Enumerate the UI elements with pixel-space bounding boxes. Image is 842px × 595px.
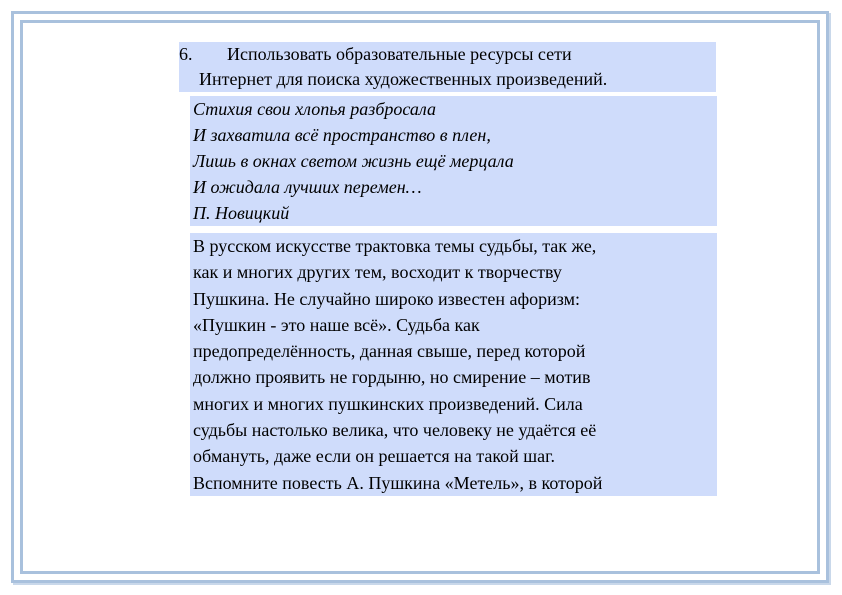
poem-author: П. Новицкий: [193, 203, 290, 223]
poem-line: Лишь в окнах светом жизнь ещё мерцала: [193, 151, 514, 171]
prose-line: как и многих других тем, восходит к творчеству: [193, 262, 562, 283]
prose-line: Пушкина. Не случайно широко известен афоризм:: [193, 288, 581, 309]
poem-block: [190, 96, 717, 226]
prose-line: должно проявить не гордыню, но смирение – мотив: [193, 367, 591, 388]
poem-line: Стихия свои хлопья разбросала: [193, 99, 436, 119]
prose-line: обмануть, даже если он решается на такой шаг.: [193, 446, 556, 467]
task-heading: [179, 42, 716, 92]
task-heading-text-1: Использовать образовательные ресурсы сети: [227, 44, 572, 64]
task-number: 6.: [179, 44, 193, 64]
prose-line: судьбы настолько велика, что человеку не удаётся её: [193, 420, 597, 441]
task-heading-line-1: [179, 42, 716, 67]
poem-line: И захватила всё пространство в плен,: [193, 125, 491, 145]
prose-line: Вспомните повесть А. Пушкина «Метель», в которой: [193, 472, 603, 493]
prose-line: предопределённость, данная свыше, перед которой: [193, 341, 586, 362]
prose-block: [190, 233, 717, 496]
prose-line: «Пушкин - это наше всё». Судьба как: [193, 314, 480, 335]
task-heading-line-2: Интернет для поиска художественных произведений.: [179, 67, 716, 92]
poem-line: И ожидала лучших перемен…: [193, 177, 422, 197]
prose-line: многих и многих пушкинских произведений. Сила: [193, 393, 583, 414]
prose-line: В русском искусстве трактовка темы судьбы, так же,: [193, 236, 597, 256]
